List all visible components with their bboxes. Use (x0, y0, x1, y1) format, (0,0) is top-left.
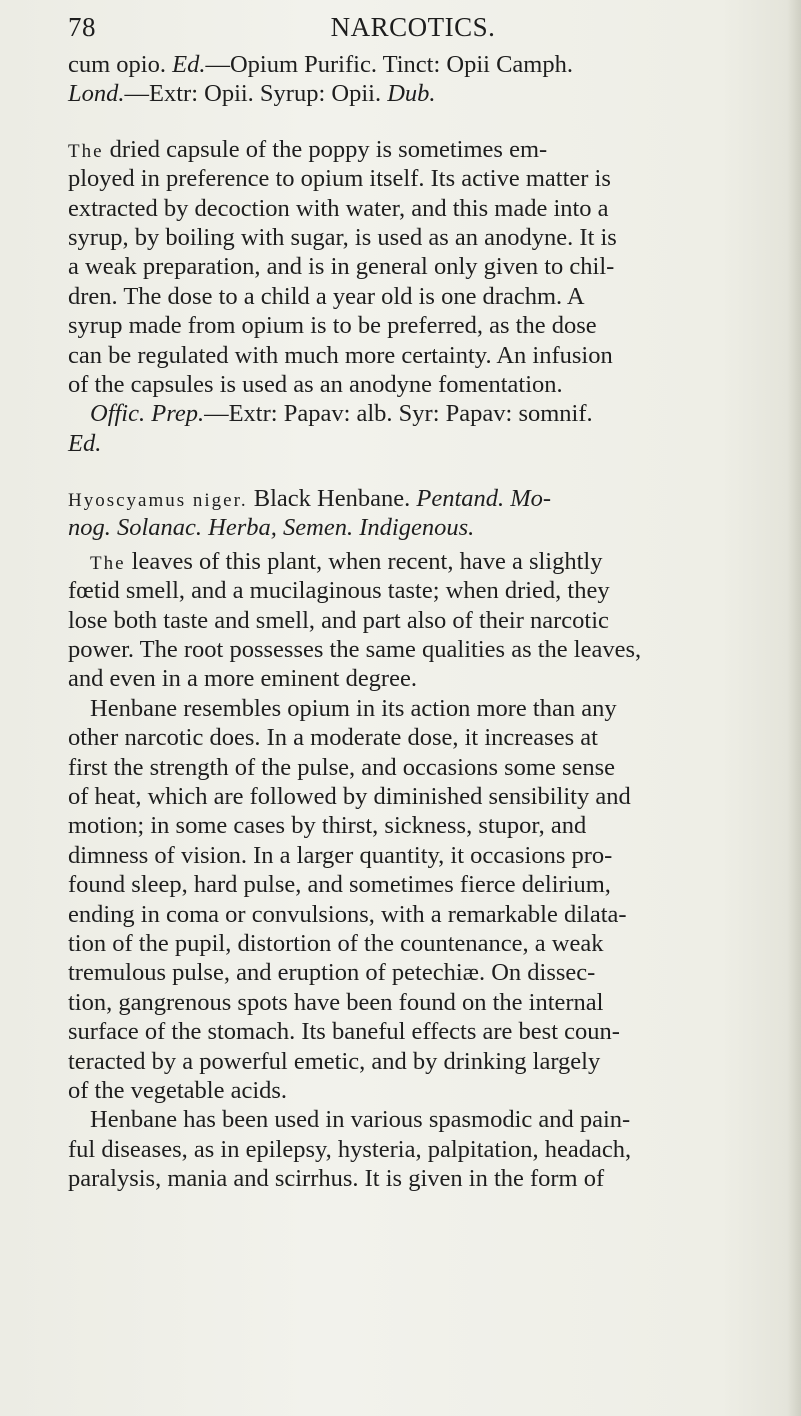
officinal-preparations: Offic. Prep.—Extr: Papav: alb. Syr: Papav: somnif. (90, 400, 593, 428)
text-line: and even in a more eminent degree. (68, 665, 417, 693)
text-line: tremulous pulse, and eruption of petechiæ. On dissec- (68, 959, 596, 987)
text-line: syrup, by boiling with sugar, is used as an anodyne. It is (68, 223, 617, 251)
text-line: surface of the stomach. Its baneful effects are best coun- (68, 1018, 620, 1046)
text-line: fœtid smell, and a mucilaginous taste; when dried, they (68, 577, 610, 605)
text-line: found sleep, hard pulse, and sometimes fierce delirium, (68, 871, 611, 899)
text-line: power. The root possesses the same qualities as the leaves, (68, 636, 642, 664)
text-line: syrup made from opium is to be preferred, as the dose (68, 312, 597, 340)
text-line: of heat, which are followed by diminished sensibility and (68, 782, 631, 810)
page-number: 78 (68, 12, 96, 42)
text-line: ending in coma or convulsions, with a remarkable dilata- (68, 900, 627, 928)
paragraph-6 (68, 1105, 768, 1193)
paragraph-1 (68, 50, 768, 109)
text-line: nog. Solanac. Herba, Semen. Indigenous. (68, 514, 475, 542)
text-line: Henbane resembles opium in its action more than any (90, 694, 617, 722)
text-line: motion; in some cases by thirst, sickness, stupor, and (68, 812, 587, 840)
text-line: paralysis, mania and scirrhus. It is given in the form of (68, 1165, 605, 1193)
text-line: The leaves of this plant, when recent, have a slightly (90, 547, 603, 575)
text-line: cum opio. Ed.—Opium Purific. Tinct: Opii Camph. (68, 51, 573, 78)
text-line: The dried capsule of the poppy is sometimes em- (68, 135, 548, 163)
text-line: ployed in preference to opium itself. Its active matter is (68, 165, 611, 193)
text-line: Henbane has been used in various spasmodic and pain- (90, 1106, 631, 1134)
text-line: ful diseases, as in epilepsy, hysteria, palpitation, headach, (68, 1135, 632, 1163)
species-heading: Hyoscyamus niger. Black Henbane. Pentand. Mo- (68, 485, 552, 513)
text-line: tion of the pupil, distortion of the countenance, a weak (68, 929, 604, 957)
paragraph-5 (68, 694, 768, 1105)
body-text (68, 50, 768, 1193)
running-head: NARCOTICS. (330, 12, 496, 42)
text-line: teracted by a powerful emetic, and by drinking largely (68, 1047, 601, 1075)
text-line: other narcotic does. In a moderate dose, it increases at (68, 724, 598, 752)
text-line: extracted by decoction with water, and this made into a (68, 194, 609, 222)
text-line: lose both taste and smell, and part also of their narcotic (68, 606, 609, 634)
paragraph-4 (68, 547, 768, 694)
text-line: of the vegetable acids. (68, 1076, 288, 1104)
text-line: Lond.—Extr: Opii. Syrup: Opii. Dub. (68, 80, 436, 108)
paragraph-2 (68, 135, 768, 458)
text-line: first the strength of the pulse, and occasions some sense (68, 753, 616, 781)
paragraph-3-heading (68, 484, 768, 543)
text-line: can be regulated with much more certainty. An infusion (68, 341, 613, 369)
text-line: dimness of vision. In a larger quantity, it occasions pro- (68, 841, 613, 869)
text-line: tion, gangrenous spots have been found on the internal (68, 988, 604, 1016)
text-line: Ed. (68, 429, 102, 457)
page-header (68, 12, 758, 48)
text-line: a weak preparation, and is in general only given to chil- (68, 253, 615, 281)
text-line: dren. The dose to a child a year old is one drachm. A (68, 282, 585, 310)
text-line: of the capsules is used as an anodyne fomentation. (68, 370, 563, 398)
page-edge-shadow (787, 0, 801, 1416)
